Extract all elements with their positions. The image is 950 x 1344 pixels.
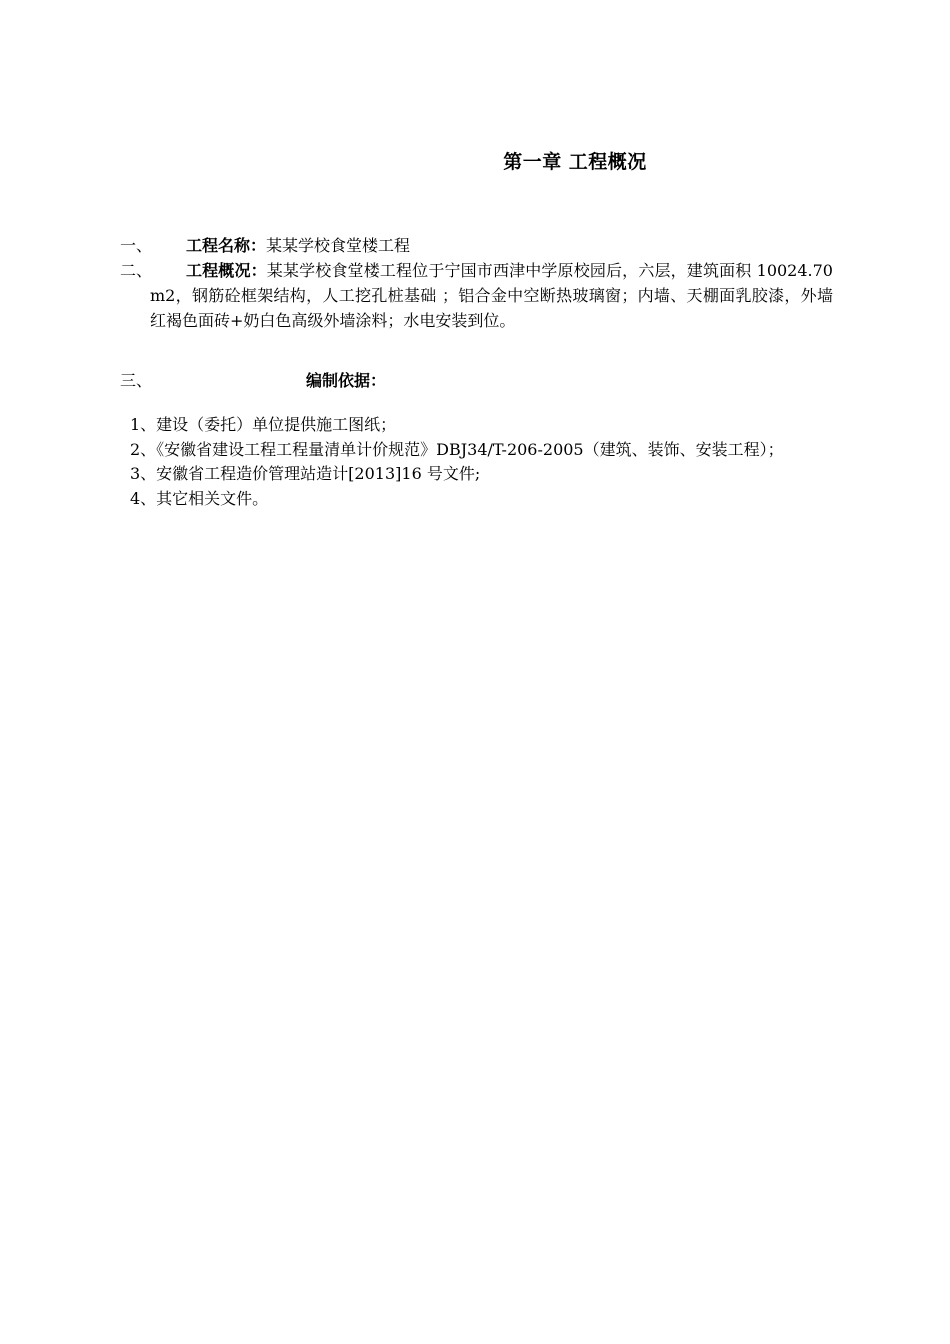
section-number: 一、 xyxy=(120,236,153,255)
section-label: 工程名称： xyxy=(186,236,267,255)
section-number: 二、 xyxy=(120,261,153,280)
section-number: 三、 xyxy=(120,371,153,390)
section-label: 编制依据： xyxy=(306,371,387,390)
section-text: 某某学校食堂楼工程 xyxy=(266,236,411,255)
section-project-name xyxy=(120,233,833,258)
section-body xyxy=(186,233,833,258)
list-item: 3、安徽省工程造价管理站造计[2013]16 号文件; xyxy=(130,464,481,483)
section-text: 某某学校食堂楼工程位于宁国市西津中学原校园后，六层，建筑面积 10024.70 m2，钢筋砼框架结构，人工挖孔桩基础 ；铝合金中空断热玻璃窗；内墙、天棚面乳胶漆，外墙红褐色面砖+奶白色高级外墙涂料；水电安装到位。 xyxy=(150,261,833,330)
section-project-overview xyxy=(120,258,833,333)
list-item: 1、建设（委托）单位提供施工图纸； xyxy=(130,415,397,434)
section-label: 工程概况： xyxy=(186,261,267,280)
chapter-title: 第一章 工程概况 xyxy=(503,151,647,173)
list-item: 4、其它相关文件。 xyxy=(130,488,269,508)
list-item: 2、《安徽省建设工程工程量清单计价规范》DBJ34/T-206-2005（建筑、装饰、安装工程）； xyxy=(130,439,784,459)
section-body xyxy=(150,258,833,333)
basis-list xyxy=(120,413,832,511)
